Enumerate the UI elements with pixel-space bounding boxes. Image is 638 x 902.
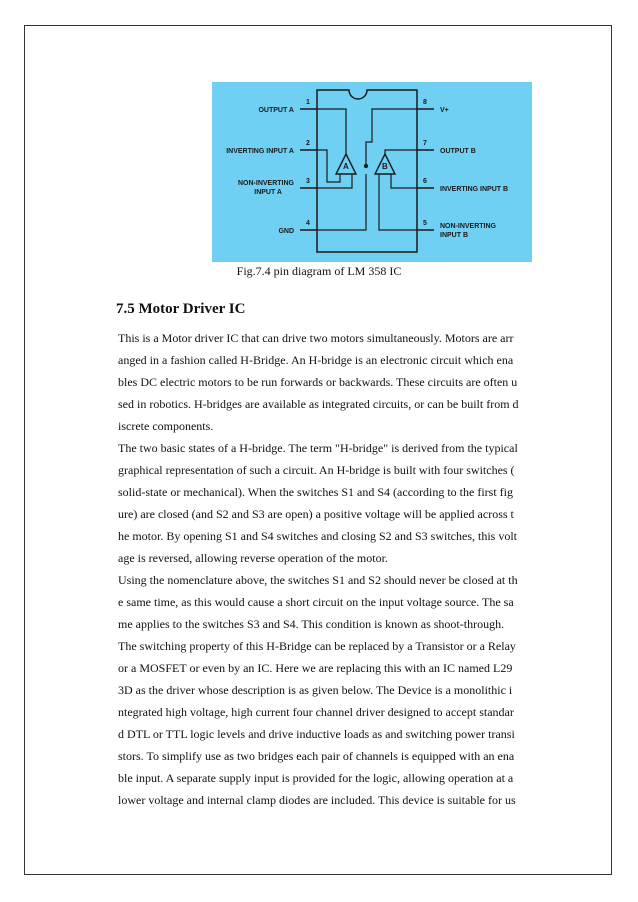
text-line: ntegrated high voltage, high current four channel driver designed to accept standar	[118, 705, 514, 719]
text-line: d DTL or TTL logic levels and drive inductive loads as and switching power transi	[118, 727, 515, 741]
text-line: lower voltage and internal clamp diodes are included. This device is suitable for us	[118, 793, 516, 807]
pin-number-1: 1	[306, 99, 310, 106]
pin-number-6: 6	[423, 178, 427, 185]
label-non-inverting-a-line2: INPUT A	[254, 189, 282, 196]
pin-number-2: 2	[306, 140, 310, 147]
wire-inverting-b	[391, 174, 417, 188]
pin-number-4: 4	[306, 220, 310, 227]
text-line: 3D as the driver whose description is as given below. The Device is a monolithic i	[118, 683, 513, 697]
text-line: bles DC electric motors to be run forwards or backwards. These circuits are often u	[118, 375, 518, 389]
wire-gnd	[317, 174, 366, 230]
label-output-a: OUTPUT A	[258, 107, 294, 114]
lm358-pin-diagram-svg	[212, 82, 532, 262]
label-gnd: GND	[278, 228, 294, 235]
label-inverting-input-b: INVERTING INPUT B	[440, 186, 509, 193]
text-line: or a MOSFET or even by an IC. Here we are replacing this with an IC named L29	[118, 661, 513, 675]
text-line: iscrete components.	[118, 419, 214, 433]
label-inverting-input-a: INVERTING INPUT A	[226, 148, 294, 155]
pin-number-3: 3	[306, 178, 310, 185]
figure-caption: Fig.7.4 pin diagram of LM 358 IC	[236, 264, 402, 278]
label-vplus: V+	[440, 107, 449, 114]
text-line: age is reversed, allowing reverse operation of the motor.	[118, 551, 388, 565]
pin-number-8: 8	[423, 99, 427, 106]
text-line: me applies to the switches S3 and S4. This condition is known as shoot-through.	[118, 617, 505, 631]
pin-number-5: 5	[423, 220, 427, 227]
text-line: e same time, as this would cause a short circuit on the input voltage source. The sa	[118, 595, 514, 609]
text-line: graphical representation of such a circuit. An H-bridge is built with four switches (	[118, 463, 515, 477]
text-line: solid-state or mechanical). When the switches S1 and S4 (according to the first fig	[118, 485, 514, 499]
lm358-pin-diagram	[212, 82, 532, 262]
text-line: he motor. By opening S1 and S4 switches and closing S2 and S3 switches, this volt	[118, 529, 517, 543]
section-heading: 7.5 Motor Driver IC	[116, 301, 246, 317]
wire-vplus	[366, 109, 417, 166]
text-line: ble input. A separate supply input is provided for the logic, allowing operation at a	[118, 771, 514, 785]
wire-noninverting-b	[379, 174, 417, 230]
label-non-inverting-b-line1: NON-INVERTING	[440, 223, 496, 230]
wire-output-b	[385, 150, 417, 154]
text-line: stors. To simplify use as two bridges each pair of channels is equipped with an ena	[118, 749, 515, 763]
label-non-inverting-b-line2: INPUT B	[440, 232, 468, 239]
junction-dot	[364, 164, 368, 168]
wire-noninverting-a	[317, 174, 352, 188]
text-line: Using the nomenclature above, the switches S1 and S2 should never be closed at th	[118, 573, 518, 587]
pin-number-7: 7	[423, 140, 427, 147]
ic-body	[317, 90, 417, 252]
wire-output-a	[317, 109, 346, 154]
wire-inverting-a	[317, 150, 340, 182]
body-text	[118, 327, 553, 811]
amp-a-label: A	[343, 162, 349, 171]
text-line: This is a Motor driver IC that can drive two motors simultaneously. Motors are arr	[118, 331, 514, 345]
text-line: sed in robotics. H-bridges are available as integrated circuits, or can be built from d	[118, 397, 519, 411]
text-line: The two basic states of a H-bridge. The term "H-bridge" is derived from the typical	[118, 441, 518, 455]
label-output-b: OUTPUT B	[440, 148, 476, 155]
text-line: anged in a fashion called H-Bridge. An H-bridge is an electronic circuit which ena	[118, 353, 514, 367]
text-line: ure) are closed (and S2 and S3 are open) a positive voltage will be applied across t	[118, 507, 514, 521]
text-line: The switching property of this H-Bridge can be replaced by a Transistor or a Relay	[118, 639, 516, 653]
amp-b-label: B	[382, 162, 388, 171]
label-non-inverting-a-line1: NON-INVERTING	[238, 180, 294, 187]
